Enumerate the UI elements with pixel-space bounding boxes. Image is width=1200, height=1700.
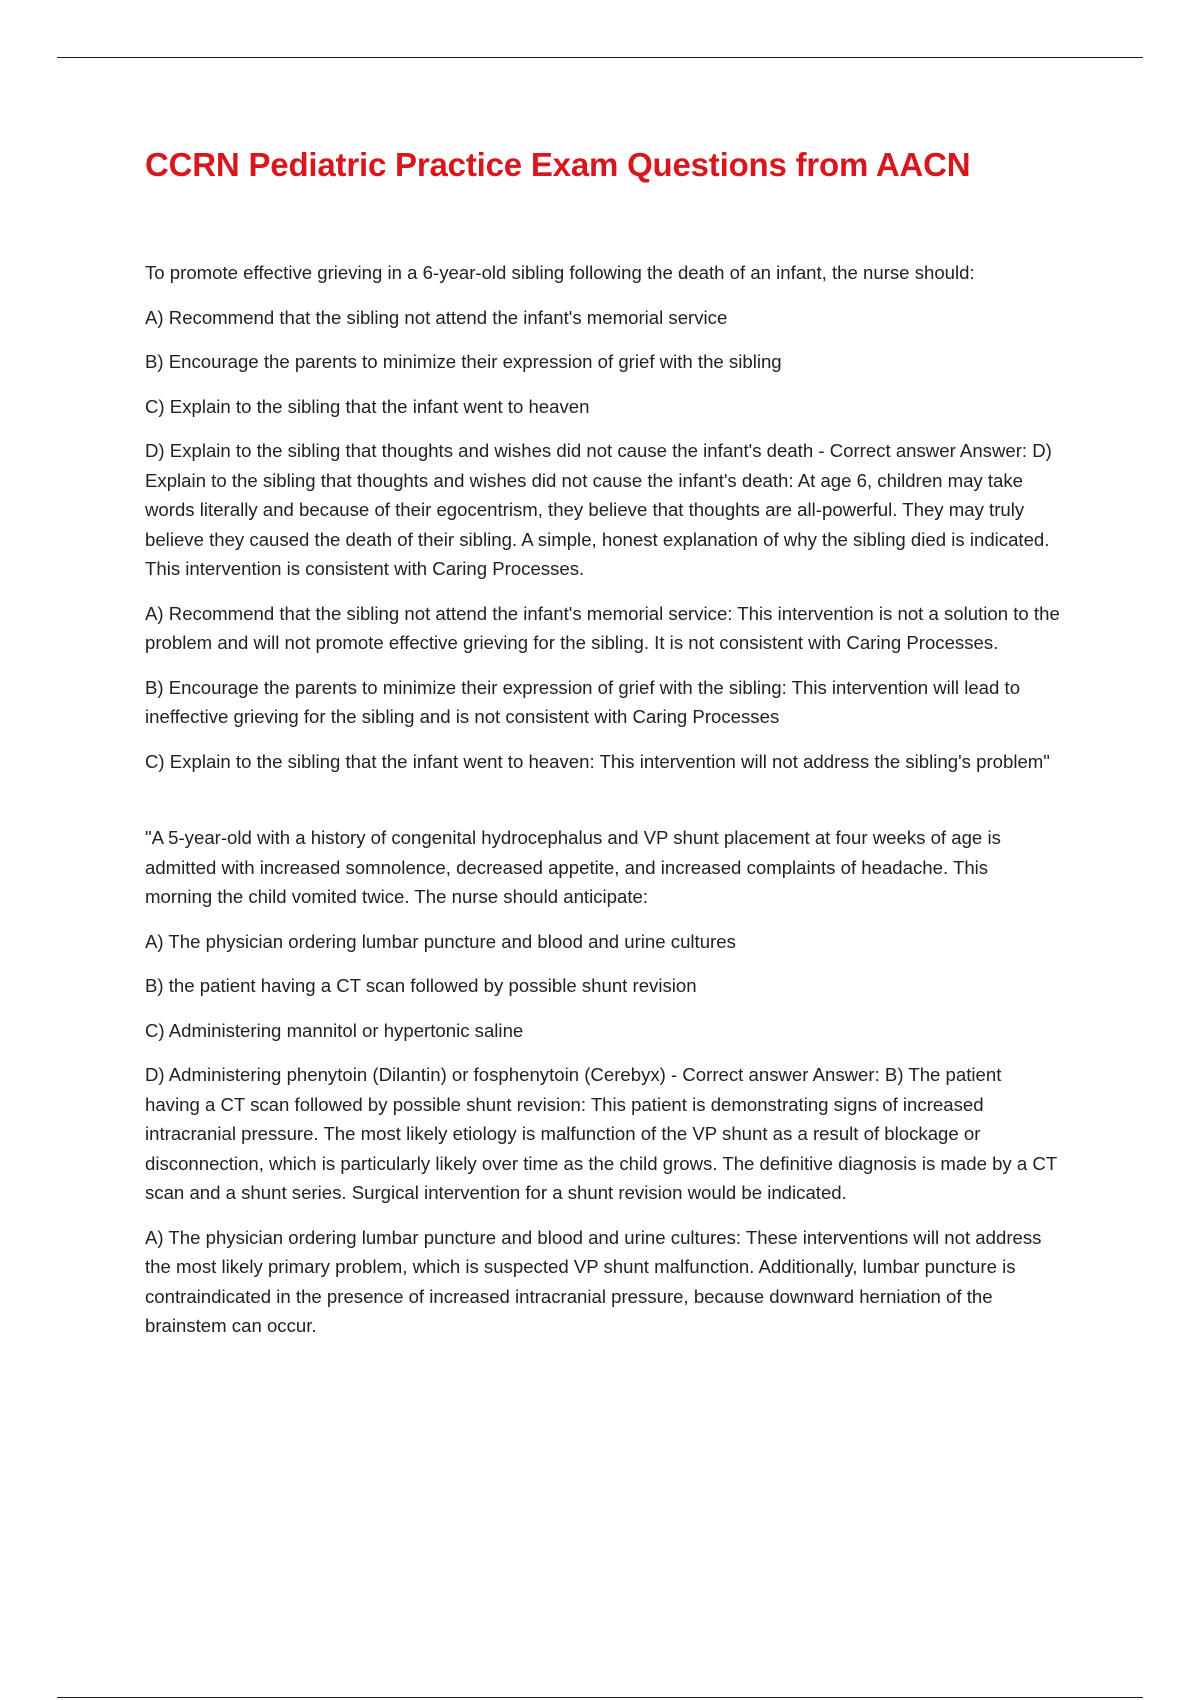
question-1-rationale-c: C) Explain to the sibling that the infant went to heaven: This intervention will not address the sibling's problem" — [145, 750, 1050, 772]
question-2-option-d-answer: D) Administering phenytoin (Dilantin) or fosphenytoin (Cerebyx) - Correct answer Answer: B) The patient having a CT scan followed by possible shunt revision: This patient is demonstrating signs of increased intracranial pressure. The most likely etiology is malfunction of the VP shunt as a result of blockage or disconnection, which is particularly likely over time as the child grows. The definitive diagnosis is made by a CT scan and a shunt series. Surgical intervention for a shunt revision would be indicated. — [145, 1064, 1057, 1203]
question-1-rationale-b: B) Encourage the parents to minimize their expression of grief with the sibling: This intervention will lead to ineffective grieving for the sibling and is not consistent with Caring Processes — [145, 676, 1021, 727]
question-2-option-a: A) The physician ordering lumbar puncture and blood and urine cultures — [145, 930, 736, 952]
question-1-option-c: C) Explain to the sibling that the infant went to heaven — [145, 395, 590, 417]
question-1-option-b: B) Encourage the parents to minimize their expression of grief with the sibling — [145, 351, 782, 372]
question-2-option-c: C) Administering mannitol or hypertonic saline — [145, 1019, 524, 1041]
question-2-rationale-a: A) The physician ordering lumbar puncture and blood and urine cultures: These interventions will not address the most likely primary problem, which is suspected VP shunt malfunction. Additionally, lumbar puncture is contraindicated in the presence of increased intracranial pressure, because downward herniation of the brainstem can occur. — [145, 1226, 1042, 1336]
page-title: CCRN Pediatric Practice Exam Questions from AACN — [145, 146, 971, 183]
question-1-rationale-a: A) Recommend that the sibling not attend the infant's memorial service: This intervention is not a solution to the problem and will not promote effective grieving for the sibling. It is not consistent with Caring Processes. — [145, 602, 1060, 653]
question-1-stem: To promote effective grieving in a 6-year-old sibling following the death of an infant, the nurse should: — [145, 262, 975, 283]
question-1-option-d-answer: D) Explain to the sibling that thoughts and wishes did not cause the infant's death - Correct answer Answer: D) Explain to the sibling that thoughts and wishes did not cause the infant's death: At age 6, children may take words literally and because of their egocentrism, they believe that thoughts are all-powerful. They may truly believe they caused the death of their sibling. A simple, honest explanation of why the sibling died is indicated. This intervention is consistent with Caring Processes. — [145, 440, 1052, 579]
top-divider — [57, 57, 1143, 58]
question-2-stem: "A 5-year-old with a history of congenital hydrocephalus and VP shunt placement at four weeks of age is admitted with increased somnolence, decreased appetite, and increased complaints of headache. This morning the child vomited twice. The nurse should anticipate: — [145, 827, 1001, 907]
bottom-divider — [57, 1697, 1143, 1698]
question-2-option-b: B) the patient having a CT scan followed by possible shunt revision — [145, 975, 697, 996]
document-body — [145, 258, 1060, 1356]
question-1-option-a: A) Recommend that the sibling not attend the infant's memorial service — [145, 306, 728, 328]
